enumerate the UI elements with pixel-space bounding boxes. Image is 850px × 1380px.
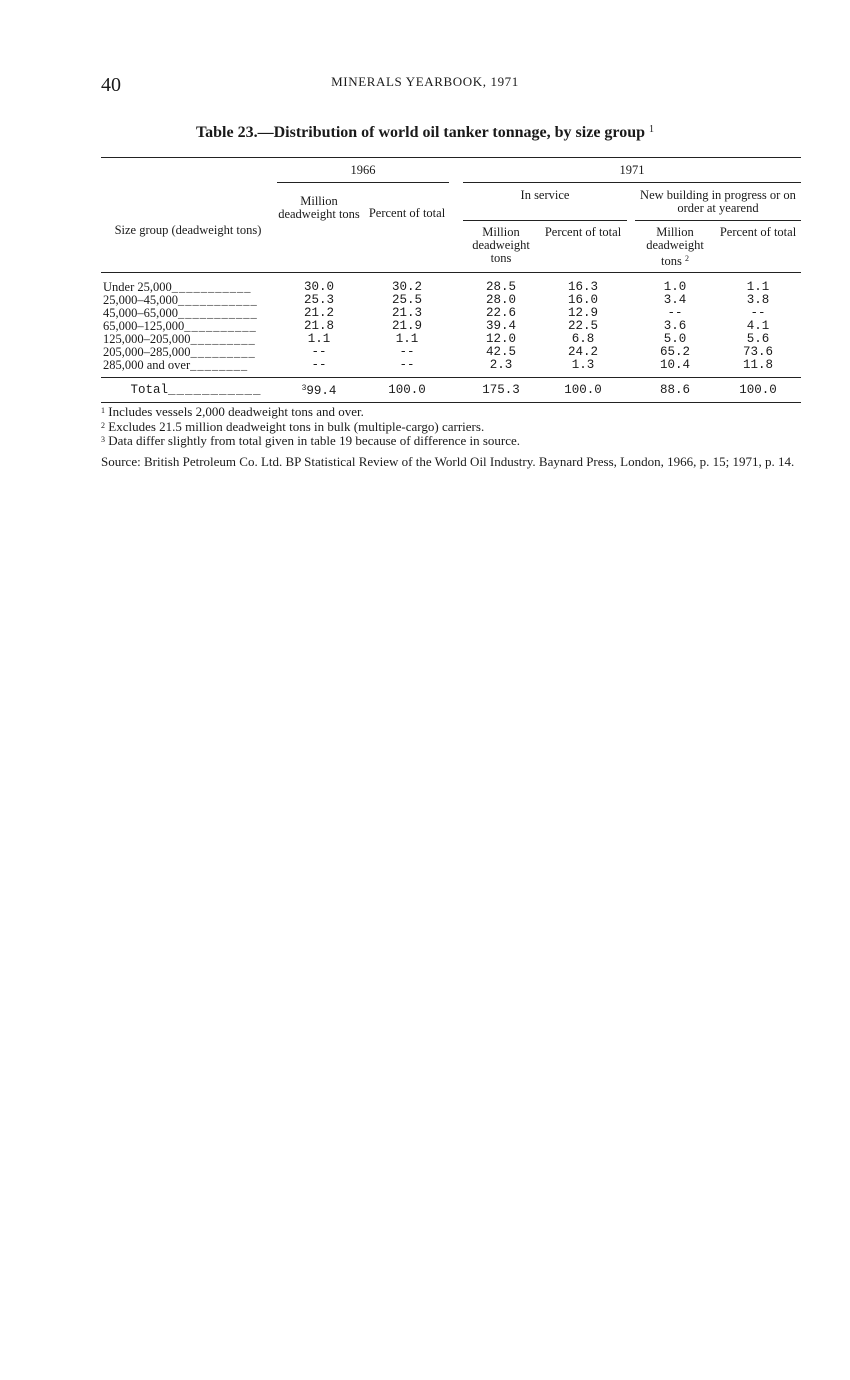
total-1966-percent: 100.0 (363, 378, 451, 403)
cell-service-percent: 16.0 (567, 293, 598, 307)
dot-leader: ___________ (178, 294, 258, 307)
total-service-million-dwt: 175.3 (451, 378, 539, 403)
header-service-percent: Percent of total (539, 221, 627, 273)
table-row (101, 273, 801, 295)
footnote-1 (101, 404, 806, 419)
header-year-1971 (451, 158, 801, 190)
total-new-million-dwt: 88.6 (627, 378, 715, 403)
dot-leader: _________ (190, 333, 256, 346)
footnotes (101, 404, 806, 469)
footnote-3-mark: 3 (101, 435, 105, 444)
dot-leader: ___________ (171, 280, 252, 294)
cell-1966-million-dwt: 21.8 (303, 319, 334, 333)
footnote-2 (101, 419, 806, 434)
cell-new-million-dwt: 10.4 (659, 358, 690, 372)
cell-1966-million-dwt: -- (311, 358, 327, 372)
size-group-cell (101, 346, 275, 359)
cell-service-million-dwt: 22.6 (485, 306, 516, 320)
table-title-text: Table 23.—Distribution of world oil tanker tonnage, by size group (195, 124, 646, 141)
total-new-percent: 100.0 (715, 378, 801, 403)
size-group-cell (101, 359, 275, 378)
footnote-2-text: Excludes 21.5 million deadweight tons in bulk (multiple-cargo) carriers. (108, 418, 485, 434)
cell-1966-percent: 30.2 (391, 280, 422, 294)
size-group-cell (101, 320, 275, 333)
cell-1966-percent: 25.5 (391, 293, 422, 307)
total-1966-million-dwt-value: 99.4 (306, 384, 337, 398)
dot-leader: _________ (190, 346, 256, 359)
header-year-1966 (275, 158, 451, 190)
total-1966-million-dwt (275, 378, 363, 403)
cell-1966-million-dwt: 1.1 (307, 332, 331, 346)
cell-service-percent: 12.9 (567, 306, 598, 320)
footnote-2-mark: 2 (101, 420, 105, 430)
size-group-label: 45,000–65,000 (103, 307, 178, 320)
running-head: MINERALS YEARBOOK, 1971 (331, 74, 519, 89)
cell-service-percent: 6.8 (571, 332, 595, 346)
size-group-cell (101, 333, 275, 346)
total-label: Total (130, 382, 168, 397)
header-new-million-dwt (627, 221, 715, 273)
footnote-1-text: Includes vessels 2,000 deadweight tons and over. (108, 404, 364, 419)
cell-service-million-dwt: 42.5 (485, 345, 516, 359)
cell-new-million-dwt: -- (667, 306, 683, 320)
header-in-service-label: In service (463, 189, 627, 221)
cell-new-percent: 4.1 (746, 319, 770, 333)
header-year-1971-label: 1971 (463, 164, 801, 183)
header-new-building-label: New building in progress or on order at yearend (635, 189, 801, 221)
cell-new-million-dwt: 5.0 (663, 332, 687, 346)
table-row (101, 294, 801, 307)
cell-new-million-dwt: 3.4 (663, 293, 687, 307)
total-footnote-mark: 3 (301, 384, 307, 393)
table-body (101, 273, 801, 403)
cell-new-percent: -- (750, 306, 766, 320)
header-1966-million-dwt: Million deadweight tons (275, 189, 363, 273)
header-1966-percent: Percent of total (363, 189, 451, 273)
size-group-label: 65,000–125,000 (103, 320, 185, 333)
dot-leader: __________ (184, 320, 257, 333)
table-title-footnote-mark: 1 (649, 124, 655, 135)
size-group-label: Under 25,000 (103, 280, 172, 294)
size-group-label: 25,000–45,000 (103, 294, 178, 307)
cell-service-million-dwt: 12.0 (485, 332, 516, 346)
total-service-percent: 100.0 (539, 378, 627, 403)
cell-service-million-dwt: 39.4 (485, 319, 516, 333)
page-number: 40 (101, 74, 121, 96)
source-note: Source: British Petroleum Co. Ltd. BP Statistical Review of the World Oil Industry. Baynard Press, London, 1966, p. 15; 1971, p. 14. (101, 453, 795, 469)
dot-leader: ________ (190, 359, 249, 372)
cell-service-percent: 24.2 (567, 345, 598, 359)
total-label-cell (101, 378, 275, 403)
tanker-tonnage-table (101, 157, 801, 403)
dot-leader: ___________ (178, 307, 258, 320)
footnote-3-text: Data differ slightly from total given in table 19 because of difference in source. (108, 433, 521, 448)
size-group-cell (101, 294, 275, 307)
cell-service-million-dwt: 28.0 (485, 293, 516, 307)
footnote-3 (101, 433, 806, 448)
table-row (101, 346, 801, 359)
cell-service-million-dwt: 2.3 (489, 358, 513, 372)
header-size-group: Size group (deadweight tons) (101, 158, 275, 273)
size-group-cell (101, 307, 275, 320)
cell-service-percent: 1.3 (571, 358, 595, 372)
table-row-total (101, 378, 801, 403)
size-group-label: 205,000–285,000 (103, 346, 191, 359)
header-new-footnote-mark: 2 (684, 254, 689, 263)
cell-1966-percent: 21.9 (391, 319, 422, 333)
cell-1966-million-dwt: 21.2 (303, 306, 334, 320)
header-in-service (451, 189, 627, 221)
cell-1966-million-dwt: -- (311, 345, 327, 359)
cell-new-million-dwt: 3.6 (663, 319, 687, 333)
cell-new-million-dwt: 65.2 (659, 345, 690, 359)
cell-new-percent: 3.8 (746, 293, 770, 307)
header-service-million-dwt: Million deadweight tons (451, 221, 539, 273)
header-new-million-dwt-label: Million deadweight tons (646, 225, 704, 268)
size-group-cell (101, 273, 275, 295)
cell-service-percent: 22.5 (567, 319, 598, 333)
header-new-building (627, 189, 801, 221)
header-year-1966-label: 1966 (277, 164, 449, 183)
cell-1966-percent: 1.1 (395, 332, 419, 346)
total-leader: ___________ (168, 382, 262, 397)
table-row (101, 307, 801, 320)
table-title (0, 124, 850, 142)
size-group-label: 285,000 and over (103, 359, 191, 372)
cell-new-million-dwt: 1.0 (663, 280, 687, 294)
cell-new-percent: 1.1 (746, 280, 770, 294)
cell-new-percent: 11.8 (742, 358, 773, 372)
cell-new-percent: 73.6 (742, 345, 773, 359)
cell-1966-million-dwt: 25.3 (303, 293, 334, 307)
cell-1966-percent: 21.3 (391, 306, 422, 320)
header-new-percent: Percent of total (715, 221, 801, 273)
table-row (101, 320, 801, 333)
cell-new-percent: 5.6 (746, 332, 770, 346)
cell-1966-million-dwt: 30.0 (303, 280, 334, 294)
footnote-1-mark: 1 (101, 406, 105, 415)
table-row (101, 333, 801, 346)
table-row (101, 359, 801, 378)
cell-service-percent: 16.3 (567, 280, 598, 294)
cell-1966-percent: -- (399, 358, 415, 372)
size-group-label: 125,000–205,000 (103, 333, 191, 346)
cell-service-million-dwt: 28.5 (485, 280, 516, 294)
cell-1966-percent: -- (399, 345, 415, 359)
